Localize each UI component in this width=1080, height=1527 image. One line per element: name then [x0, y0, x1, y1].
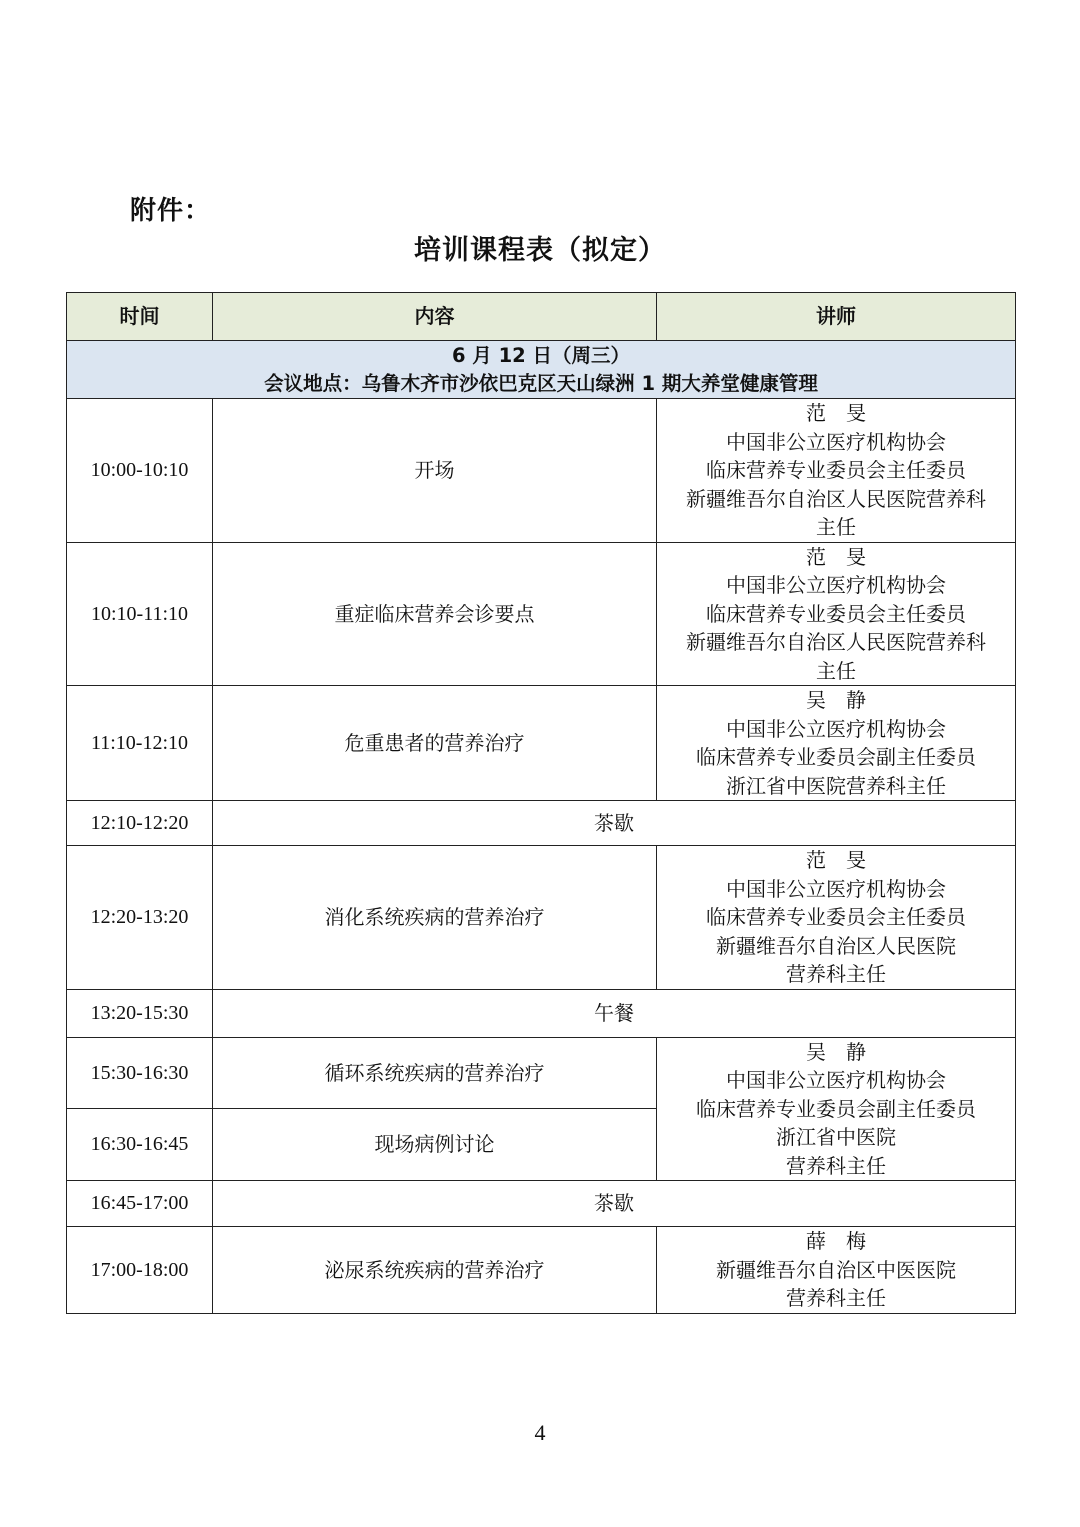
lecturer-role: 临床营养专业委员会副主任委员 [696, 1096, 976, 1121]
session-content: 现场病例讨论 [213, 1109, 657, 1181]
table-row-break [67, 1181, 1016, 1227]
session-time: 17:00-18:00 [67, 1227, 213, 1314]
session-content: 泌尿系统疾病的营养治疗 [213, 1227, 657, 1314]
lecturer-hospital: 浙江省中医院 [776, 1125, 896, 1149]
lecturer-title: 营养科主任 [786, 1286, 886, 1310]
header-content: 内容 [213, 293, 657, 341]
day-info-cell [67, 341, 1016, 399]
session-time: 15:30-16:30 [67, 1037, 213, 1109]
document-title: 培训课程表（拟定） [414, 235, 666, 266]
lecturer-hospital: 新疆维吾尔自治区人民医院营养科 [686, 486, 986, 511]
lecturer-name: 薛 梅 [806, 1229, 866, 1253]
table-row [67, 542, 1016, 686]
session-lecturer [657, 846, 1016, 990]
break-label: 茶歇 [213, 801, 1016, 846]
session-time: 13:20-15:30 [67, 989, 213, 1037]
session-lecturer [657, 399, 1016, 543]
lecturer-role: 临床营养专业委员会副主任委员 [696, 745, 976, 769]
lecturer-name: 范 旻 [806, 544, 866, 569]
session-time: 16:30-16:45 [67, 1109, 213, 1181]
lecturer-org: 中国非公立医疗机构协会 [726, 876, 946, 901]
session-lecturer [657, 686, 1016, 801]
session-time: 10:10-11:10 [67, 542, 213, 686]
session-time: 11:10-12:10 [67, 686, 213, 801]
table-row [67, 399, 1016, 543]
header-lecturer: 讲师 [657, 293, 1016, 341]
break-label: 茶歇 [213, 1181, 1016, 1227]
lecturer-role: 临床营养专业委员会主任委员 [706, 601, 966, 626]
lecturer-hospital: 新疆维吾尔自治区人民医院营养科 [686, 630, 986, 654]
session-content: 循环系统疾病的营养治疗 [213, 1037, 657, 1109]
table-row-break [67, 989, 1016, 1037]
attachment-label: 附件： [130, 196, 212, 226]
table-row [67, 846, 1016, 990]
lecturer-title: 营养科主任 [786, 1153, 886, 1178]
session-time: 16:45-17:00 [67, 1181, 213, 1227]
session-content: 危重患者的营养治疗 [213, 686, 657, 801]
lecturer-org: 中国非公立医疗机构协会 [726, 1068, 946, 1092]
break-label: 午餐 [213, 989, 1016, 1037]
header-time: 时间 [67, 293, 213, 341]
lecturer-name: 吴 静 [806, 688, 866, 712]
session-time: 10:00-10:10 [67, 399, 213, 543]
session-time: 12:10-12:20 [67, 801, 213, 846]
table-row [67, 686, 1016, 801]
lecturer-name: 范 旻 [806, 401, 866, 425]
training-schedule-table [66, 292, 1016, 1314]
lecturer-hospital: 新疆维吾尔自治区中医医院 [716, 1257, 956, 1282]
lecturer-title: 主任 [816, 658, 856, 683]
day-venue: 会议地点：乌鲁木齐市沙依巴克区天山绿洲 1 期大养堂健康管理 [264, 371, 818, 395]
lecturer-name: 吴 静 [806, 1039, 866, 1064]
table-header-row [67, 293, 1016, 341]
lecturer-title: 营养科主任 [786, 962, 886, 986]
session-time: 12:20-13:20 [67, 846, 213, 990]
lecturer-org: 中国非公立医疗机构协会 [726, 573, 946, 597]
day-date: 6 月 12 日（周三） [451, 343, 631, 367]
lecturer-hospital: 浙江省中医院营养科主任 [726, 773, 946, 798]
lecturer-role: 临床营养专业委员会主任委员 [706, 458, 966, 482]
session-content: 开场 [213, 399, 657, 543]
session-lecturer [657, 1037, 1016, 1181]
page-number: 4 [534, 1420, 546, 1445]
table-row-break [67, 801, 1016, 846]
day-row [67, 341, 1016, 399]
session-content: 消化系统疾病的营养治疗 [213, 846, 657, 990]
table-row [67, 1227, 1016, 1314]
lecturer-org: 中国非公立医疗机构协会 [726, 716, 946, 741]
lecturer-name: 范 旻 [806, 848, 866, 872]
lecturer-role: 临床营养专业委员会主任委员 [706, 905, 966, 929]
table-row [67, 1037, 1016, 1109]
lecturer-hospital: 新疆维吾尔自治区人民医院 [716, 933, 956, 958]
lecturer-title: 主任 [816, 515, 856, 539]
session-content: 重症临床营养会诊要点 [213, 542, 657, 686]
session-lecturer [657, 542, 1016, 686]
lecturer-org: 中国非公立医疗机构协会 [726, 429, 946, 454]
session-lecturer [657, 1227, 1016, 1314]
